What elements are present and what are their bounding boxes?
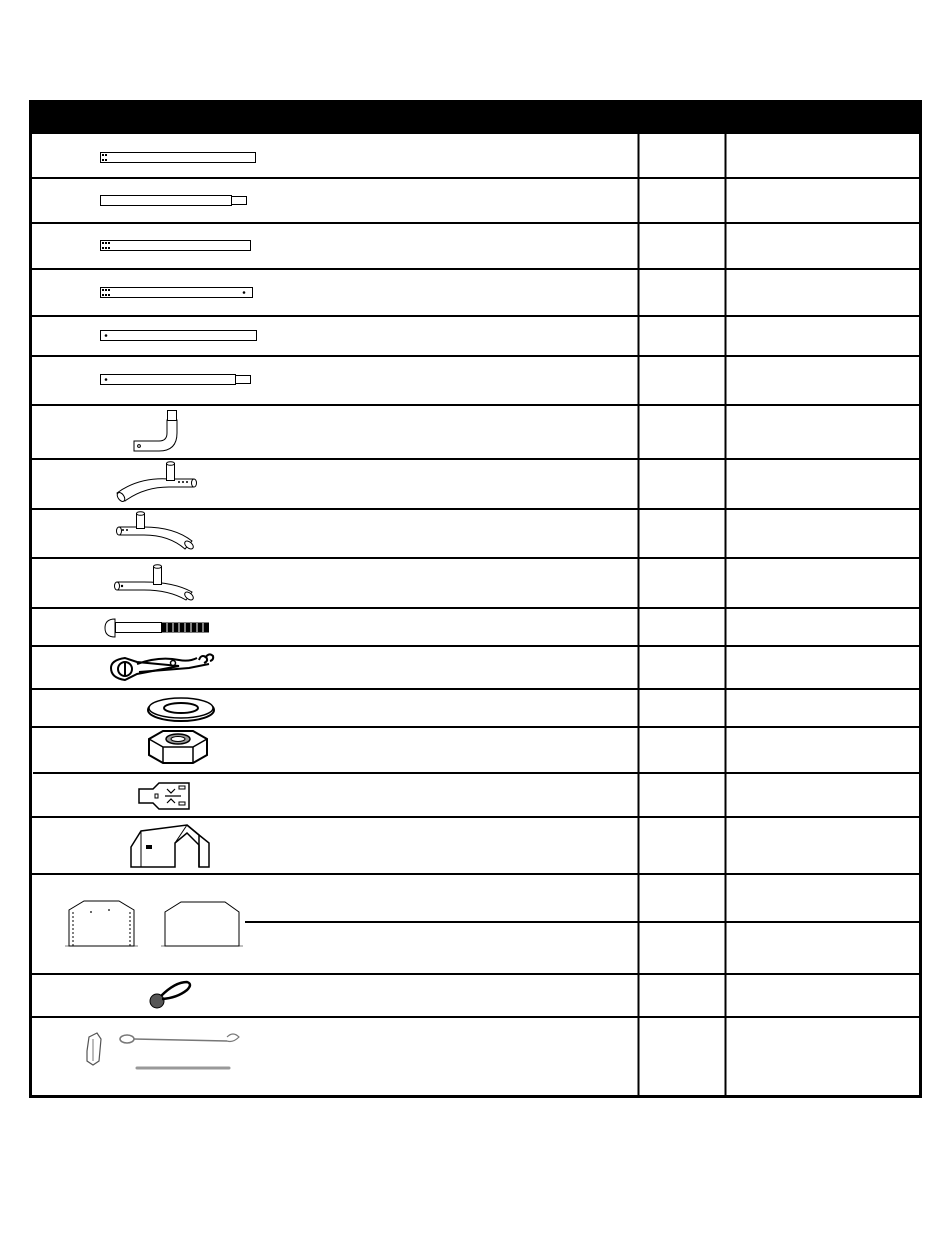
quantity-cell xyxy=(639,459,725,509)
straight-tube-icon xyxy=(29,316,629,356)
curved-tee-fitting-icon xyxy=(29,558,629,608)
canopy-cover-icon xyxy=(29,817,629,874)
table-row xyxy=(29,608,922,646)
straight-tube-icon xyxy=(29,134,629,178)
quantity-cell xyxy=(639,817,725,874)
table-row xyxy=(29,1017,922,1097)
part-number-cell xyxy=(726,689,922,727)
quantity-cell xyxy=(639,356,725,405)
table-row xyxy=(29,558,922,608)
table-row xyxy=(29,134,922,178)
quantity-cell xyxy=(639,727,725,773)
straight-tube-icon xyxy=(29,269,629,316)
table-row xyxy=(29,509,922,558)
table-row xyxy=(29,459,922,509)
washer-icon xyxy=(29,689,629,727)
part-number-cell xyxy=(726,922,922,974)
table-row xyxy=(29,773,922,817)
header-description xyxy=(29,100,638,134)
part-number-cell xyxy=(726,646,922,689)
quantity-cell xyxy=(639,646,725,689)
quantity-cell xyxy=(639,874,725,922)
part-number-cell xyxy=(726,509,922,558)
quantity-cell xyxy=(639,1017,725,1097)
hex-nut-icon xyxy=(29,727,629,773)
part-number-cell xyxy=(726,558,922,608)
part-number-cell xyxy=(726,459,922,509)
elbow-fitting-icon xyxy=(29,405,629,459)
part-number-cell xyxy=(726,1017,922,1097)
quantity-cell xyxy=(639,269,725,316)
swaged-tube-icon xyxy=(29,178,629,223)
quantity-cell xyxy=(639,689,725,727)
part-number-cell xyxy=(726,178,922,223)
quantity-cell xyxy=(639,922,725,974)
straight-tube-icon xyxy=(29,223,629,269)
table-row xyxy=(29,646,922,689)
part-number-cell xyxy=(726,874,922,922)
part-number-cell xyxy=(726,356,922,405)
part-number-cell xyxy=(726,773,922,817)
table-row xyxy=(29,817,922,874)
ratchet-icon xyxy=(29,646,629,689)
ball-bungee-icon xyxy=(29,974,629,1017)
table-row xyxy=(29,316,922,356)
plate-icon xyxy=(29,773,629,817)
header-quantity xyxy=(639,100,725,134)
bolt-icon xyxy=(29,608,629,646)
part-number-cell xyxy=(726,134,922,178)
quantity-cell xyxy=(639,405,725,459)
part-number-cell xyxy=(726,608,922,646)
anchor-icon xyxy=(29,1017,629,1097)
curved-tee-fitting-icon xyxy=(29,509,629,558)
curved-tee-fitting-icon xyxy=(29,459,629,509)
table-row xyxy=(29,974,922,1017)
quantity-cell xyxy=(639,178,725,223)
table-row xyxy=(29,689,922,727)
end-panel-icon xyxy=(29,874,629,974)
quantity-cell xyxy=(639,134,725,178)
table-row xyxy=(29,178,922,223)
swaged-tube-icon xyxy=(29,356,629,405)
quantity-cell xyxy=(639,316,725,356)
table-row xyxy=(29,405,922,459)
quantity-cell xyxy=(639,974,725,1017)
table-row xyxy=(29,223,922,269)
part-number-cell xyxy=(726,974,922,1017)
quantity-cell xyxy=(639,509,725,558)
header-part-number xyxy=(726,100,922,134)
part-number-cell xyxy=(726,727,922,773)
quantity-cell xyxy=(639,773,725,817)
part-number-cell xyxy=(726,223,922,269)
quantity-cell xyxy=(639,223,725,269)
parts-list-table xyxy=(29,100,922,1098)
part-number-cell xyxy=(726,817,922,874)
quantity-cell xyxy=(639,558,725,608)
part-number-cell xyxy=(726,405,922,459)
quantity-cell xyxy=(639,608,725,646)
part-number-cell xyxy=(726,269,922,316)
table-row xyxy=(29,356,922,405)
table-row xyxy=(29,269,922,316)
table-row xyxy=(29,874,922,974)
table-row xyxy=(29,727,922,773)
part-number-cell xyxy=(726,316,922,356)
